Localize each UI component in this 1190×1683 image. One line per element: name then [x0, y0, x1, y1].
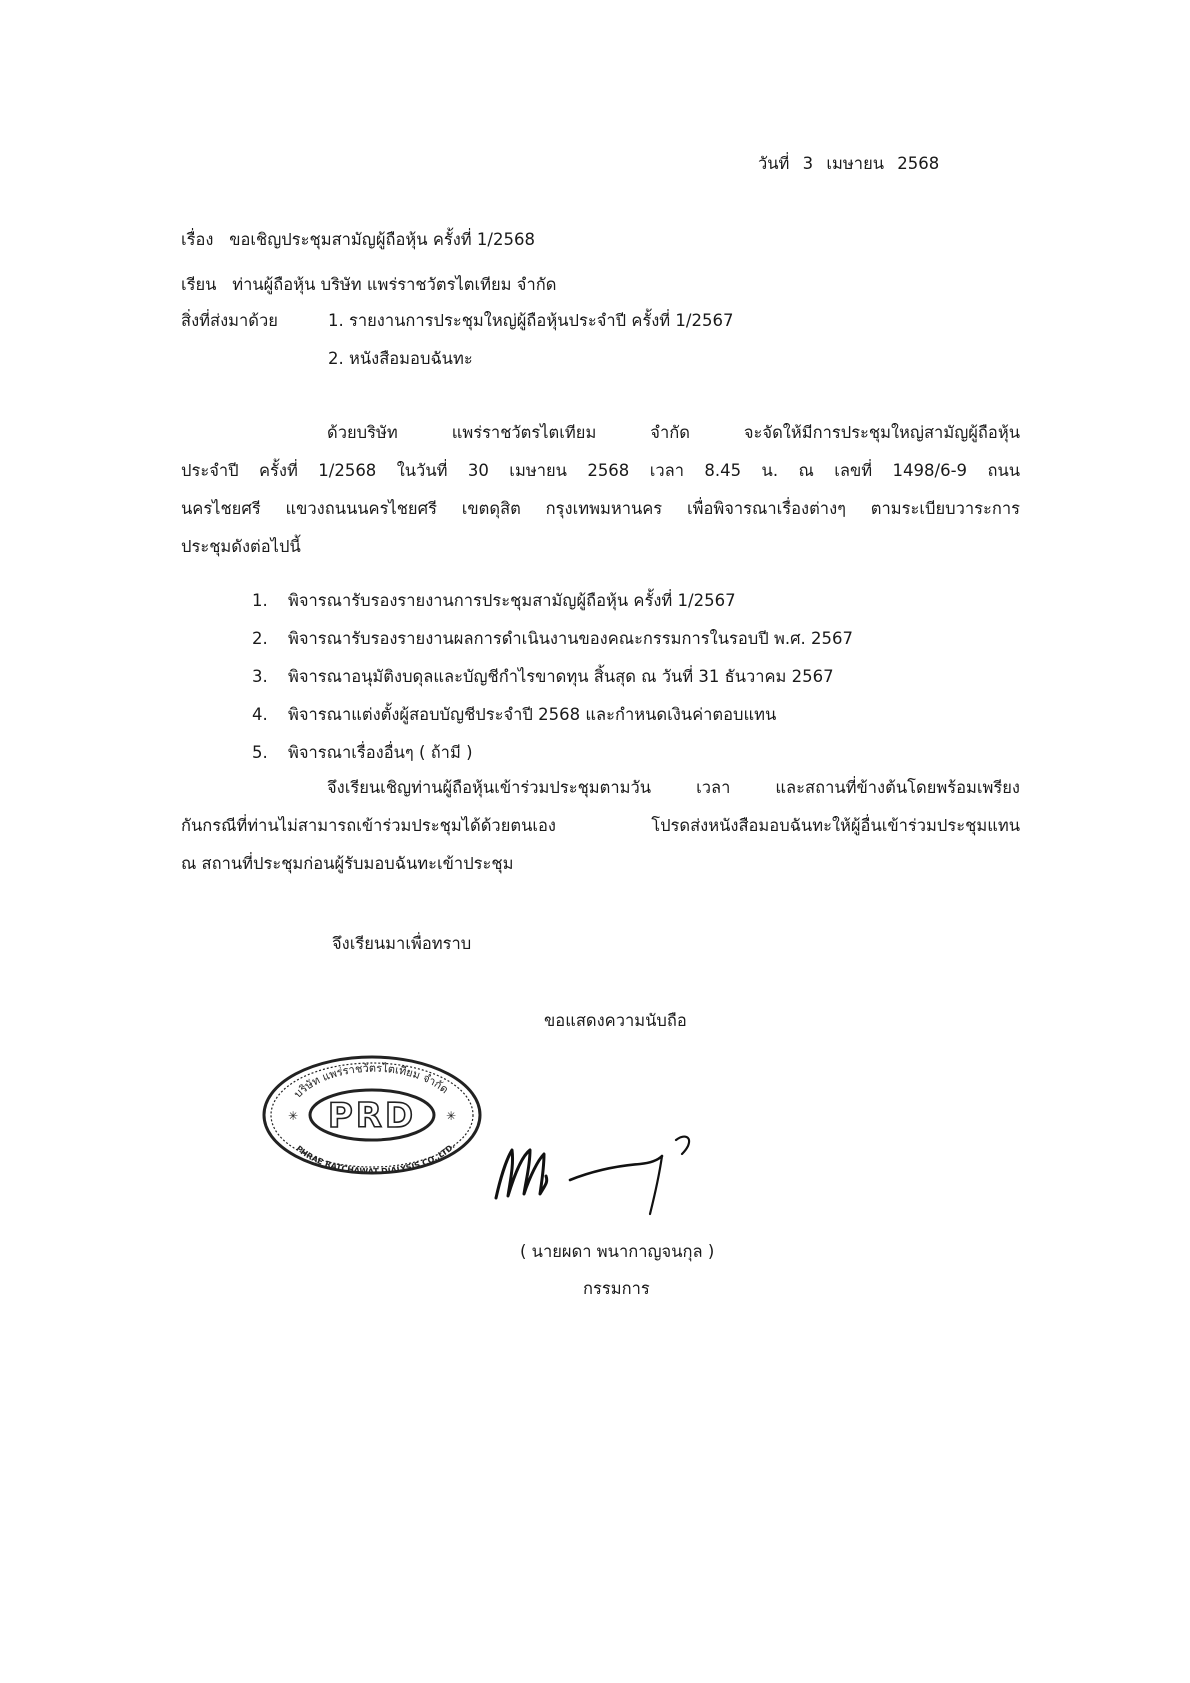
recipient-text: ท่านผู้ถือหุ้น บริษัท แพร่ราชวัตรไตเทียม จำกัด: [232, 275, 557, 294]
company-seal: [260, 1052, 485, 1177]
recipient-line: [181, 277, 556, 294]
svg-text:บริษัท แพร่ราชวัตรไตเทียม จำกั: [291, 1062, 451, 1101]
paragraph-line: กันกรณีที่ท่านไม่สามารถเข้าร่วมประชุมได้ด้วยตนเอง โปรดส่งหนังสือมอบฉันทะให้ผู้อื่นเข้าร่วมประชุมแทน: [181, 816, 1020, 835]
seal-thai-name: บริษัท แพร่ราชวัตรไตเทียม จำกัด: [291, 1061, 451, 1101]
paragraph-line: นครไชยศรี แขวงถนนนครไชยศรี เขตดุสิต กรุงเทพมหานคร เพื่อพิจารณาเรื่องต่างๆ ตามระเบียบวาระการ: [181, 499, 1020, 518]
signer-name: ( นายผดา พนากาญจนกุล ): [520, 1242, 715, 1261]
agenda-text: พิจารณาเรื่องอื่นๆ ( ถ้ามี ): [288, 743, 473, 762]
agenda-item: [252, 658, 853, 696]
recipient-label: เรียน: [181, 275, 217, 294]
svg-text:PHRAE RATCHAWAT DIALYSIS CO.,L: [294, 1142, 456, 1177]
agenda-number: 2.: [252, 629, 268, 648]
agenda-text: พิจารณาแต่งตั้งผู้สอบบัญชีประจำปี 2568 และกำหนดเงินค่าตอบแทน: [288, 705, 777, 724]
signer-title: กรรมการ: [583, 1279, 650, 1298]
svg-text:✳: ✳: [446, 1109, 457, 1123]
agenda-text: พิจารณารับรองรายงานการประชุมสามัญผู้ถือหุ้น ครั้งที่ 1/2567: [288, 591, 736, 610]
seal-english-name: PHRAE RATCHAWAT DIALYSIS CO.,LTD.: [294, 1141, 457, 1177]
agenda-item: [252, 696, 853, 734]
agenda-number: 3.: [252, 667, 268, 686]
closing-line: จึงเรียนมาเพื่อทราบ: [332, 934, 472, 953]
enclosure-item: 2. หนังสือมอบฉันทะ: [328, 349, 473, 368]
paragraph-line: จึงเรียนเชิญท่านผู้ถือหุ้นเข้าร่วมประชุมตามวัน เวลา และสถานที่ข้างต้นโดยพร้อมเพรียง: [327, 778, 1020, 797]
agenda-item: [252, 620, 853, 658]
paragraph-line: ณ สถานที่ประชุมก่อนผู้รับมอบฉันทะเข้าประชุม: [181, 854, 514, 873]
svg-text:✳: ✳: [288, 1109, 299, 1123]
agenda-list: [252, 582, 853, 772]
body-paragraph-1: [181, 414, 1020, 566]
subject-line: [181, 232, 535, 249]
paragraph-line: ประจำปี ครั้งที่ 1/2568 ในวันที่ 30 เมษายน 2568 เวลา 8.45 น. ณ เลขที่ 1498/6-9 ถนน: [181, 461, 1020, 480]
agenda-number: 4.: [252, 705, 268, 724]
agenda-number: 5.: [252, 743, 268, 762]
regards-line: ขอแสดงความนับถือ: [544, 1011, 687, 1030]
subject-label: เรื่อง: [181, 230, 214, 249]
agenda-text: พิจารณาอนุมัติงบดุลและบัญชีกำไรขาดทุน สิ้นสุด ณ วันที่ 31 ธันวาคม 2567: [288, 667, 834, 686]
paragraph-line: ประชุมดังต่อไปนี้: [181, 537, 301, 556]
body-paragraph-2: [181, 769, 1020, 883]
signature: [490, 1110, 750, 1220]
enclosures-label: สิ่งที่ส่งมาด้วย: [181, 311, 278, 330]
enclosure-item: 1. รายงานการประชุมใหญ่ผู้ถือหุ้นประจำปี ครั้งที่ 1/2567: [328, 311, 734, 330]
agenda-text: พิจารณารับรองรายงานผลการดำเนินงานของคณะกรรมการในรอบปี พ.ศ. 2567: [288, 629, 854, 648]
agenda-number: 1.: [252, 591, 268, 610]
subject-text: ขอเชิญประชุมสามัญผู้ถือหุ้น ครั้งที่ 1/2568: [229, 230, 535, 249]
agenda-item: [252, 734, 853, 772]
letter-date: วันที่ 3 เมษายน 2568: [758, 154, 940, 173]
seal-initials: PRD: [327, 1096, 417, 1136]
agenda-item: [252, 582, 853, 620]
paragraph-line: ด้วยบริษัท แพร่ราชวัตรไตเทียม จำกัด จะจัดให้มีการประชุมใหญ่สามัญผู้ถือหุ้น: [327, 423, 1020, 442]
